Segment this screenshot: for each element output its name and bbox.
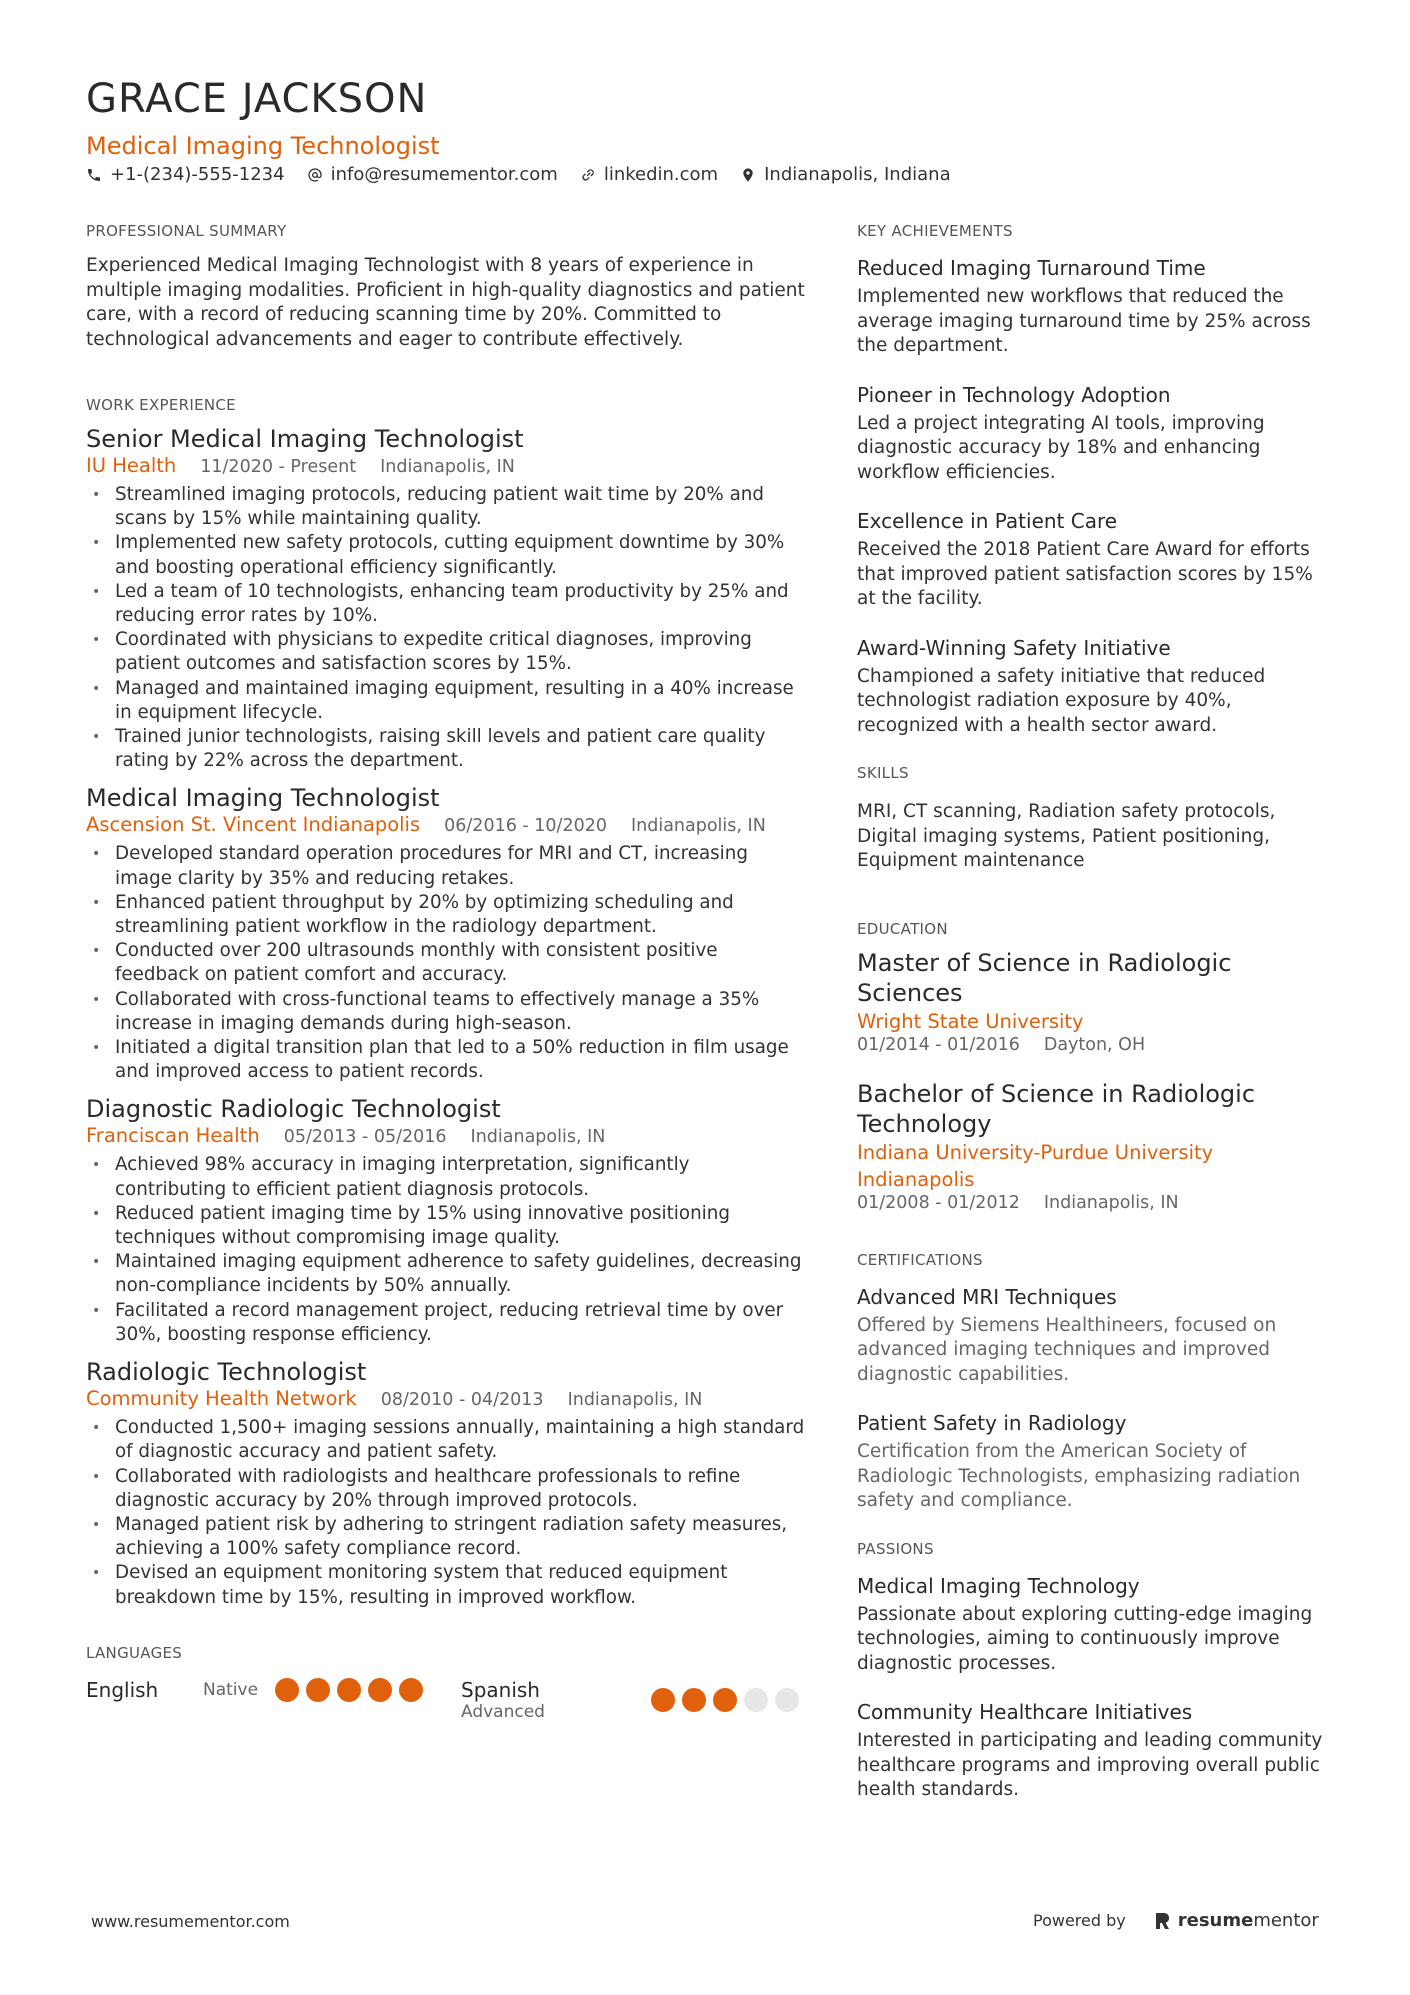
language-rating [275,1678,430,1702]
education-dates: 01/2008 - 01/2012 [857,1192,1020,1213]
job-location: Indianapolis, IN [567,1390,703,1411]
passion-desc: Interested in participating and leading community healthcare programs and improving overall public health standards. [857,1730,1323,1800]
location-pin-icon [740,167,756,183]
rating-dot-filled [651,1688,675,1712]
contact-linkedin[interactable] [580,164,718,185]
achievement-item [857,634,1337,739]
achievement-item [857,507,1337,612]
achievement-desc: Championed a safety initiative that reduced technologist radiation exposure by 40%, recognized with a health sector award. [857,665,1266,736]
certification-item [857,1409,1337,1514]
summary-section [86,222,806,352]
job-bullet: • Led a team of 10 technologists, enhancing team productivity by 25% and reducing error rates by 10%. [86,580,806,628]
job-bullet: • Streamlined imaging protocols, reducing patient wait time by 20% and scans by 15% while maintaining quality. [86,483,806,531]
footer-powered [1033,1910,1319,1931]
job-title: Radiologic Technologist [86,1358,367,1387]
footer-website[interactable]: www.resumementor.com [91,1912,290,1931]
at-icon [307,167,323,183]
powered-by-label: Powered by [1033,1911,1126,1930]
passion-title: Community Healthcare Initiatives [857,1700,1193,1724]
job-bullets [86,483,806,773]
experience-heading: WORK EXPERIENCE [86,396,236,414]
brand-name-rest: mentor [1253,1910,1319,1931]
job-company: Community Health Network [86,1387,357,1411]
brand-logo[interactable] [1154,1910,1319,1931]
education-heading: EDUCATION [857,919,948,938]
job-title: Diagnostic Radiologic Technologist [86,1095,501,1124]
job-meta [86,813,806,838]
certification-title: Advanced MRI Techniques [857,1284,1117,1309]
education-location: Dayton, OH [1043,1034,1146,1055]
job-bullet: • Facilitated a record management project, reducing retrieval time by over 30%, boosting response efficiency. [86,1299,806,1347]
languages-heading: LANGUAGES [86,1643,183,1662]
passion-item [857,1698,1337,1803]
job-bullets [86,1416,806,1610]
achievement-item [857,254,1337,359]
job-meta [86,1387,806,1412]
language-name: Spanish [461,1677,540,1702]
job-location: Indianapolis, IN [380,457,515,477]
job-bullet: • Collaborated with radiologists and healthcare professionals to refine diagnostic accuracy by 20% through improved protocols. [86,1465,806,1513]
achievement-item [857,381,1337,486]
achievement-title: Award-Winning Safety Initiative [857,635,1171,660]
job-bullet: • Enhanced patient throughput by 20% by optimizing scheduling and streamlining patient workflow in the radiology department. [86,891,806,939]
job-company: IU Health [86,454,177,477]
contact-location-text: Indianapolis, Indiana [764,164,951,185]
contact-bar [86,164,973,185]
contact-linkedin-text: linkedin.com [603,164,719,185]
job-entry [86,1357,806,1610]
summary-heading: PROFESSIONAL SUMMARY [86,222,287,240]
candidate-name: GRACE JACKSON [86,76,428,122]
job-dates: 08/2010 - 04/2013 [380,1390,544,1411]
languages-row [86,1678,806,1722]
certification-desc: Offered by Siemens Healthineers, focused on advanced imaging techniques and improved diagnostic capabilities. [857,1314,1277,1385]
education-school: Wright State University [857,1009,1084,1033]
achievement-title: Reduced Imaging Turnaround Time [857,256,1206,280]
brand-name-bold: resume [1177,1910,1254,1931]
rating-dot-filled [682,1688,706,1712]
job-bullet: • Coordinated with physicians to expedite critical diagnoses, improving patient outcomes and satisfaction scores by 15%. [86,628,806,676]
job-bullet: • Developed standard operation procedures for MRI and CT, increasing image clarity by 35% and reducing retakes. [86,842,806,890]
contact-email-text: info@resumementor.com [330,164,558,185]
contact-phone[interactable] [86,164,285,185]
achievement-title: Excellence in Patient Care [857,509,1118,533]
job-bullets [86,1153,806,1347]
education-section [857,920,1337,1213]
job-bullets [86,842,806,1084]
rating-dot-filled [713,1688,737,1712]
job-bullet: • Maintained imaging equipment adherence to safety guidelines, decreasing non-compliance incidents by 50% annually. [86,1250,806,1298]
job-title: Medical Imaging Technologist [86,784,440,813]
rating-dot-filled [306,1678,330,1702]
rating-dot-filled [337,1678,361,1702]
certification-desc: Certification from the American Society of Radiologic Technologists, emphasizing radiation safety and compliance. [857,1441,1301,1511]
contact-email[interactable] [307,164,558,185]
job-company: Franciscan Health [86,1124,260,1148]
language-spanish [461,1678,806,1722]
contact-phone-text: +1-(234)-555-1234 [110,164,285,185]
candidate-role: Medical Imaging Technologist [86,132,440,160]
achievement-desc: Led a project integrating AI tools, improving diagnostic accuracy by 18% and enhancing workflow efficiencies. [857,412,1265,483]
summary-text: Experienced Medical Imaging Technologist with 8 years of experience in multiple imaging modalities. Proficient in high-quality diagnostics and patient care, with a record of reducing scanning time by 20%. Committed to technological advancements and eager to contribute effectively. [86,255,805,350]
language-rating [651,1688,806,1712]
job-entry [86,424,806,773]
rating-dot-filled [399,1678,423,1702]
education-dates: 01/2014 - 01/2016 [857,1034,1020,1055]
skills-text: MRI, CT scanning, Radiation safety protocols, Digital imaging systems, Patient positioning, Equipment maintenance [857,801,1276,871]
education-meta [857,1193,1337,1213]
experience-section [86,396,806,1610]
language-english [86,1678,461,1702]
certification-title: Patient Safety in Radiology [857,1411,1127,1435]
job-location: Indianapolis, IN [630,816,766,837]
education-meta [857,1035,1337,1055]
achievements-section [857,222,1337,738]
job-dates: 06/2016 - 10/2020 [444,816,607,837]
languages-section [86,1644,806,1722]
rating-dot-filled [275,1678,299,1702]
job-title: Senior Medical Imaging Technologist [86,425,524,453]
achievement-desc: Implemented new workflows that reduced the average imaging turnaround time by 25% across the department. [857,286,1311,356]
passion-item [857,1572,1337,1677]
job-bullet: • Collaborated with cross-functional teams to effectively manage a 35% increase in imaging demands during high-season. [86,988,806,1036]
passion-title: Medical Imaging Technology [857,1573,1140,1598]
job-bullet: • Reduced patient imaging time by 15% using innovative positioning techniques without compromising image quality. [86,1202,806,1250]
contact-location [740,164,951,185]
education-item [857,1079,1337,1213]
job-bullet: • Conducted over 200 ultrasounds monthly with consistent positive feedback on patient comfort and accuracy. [86,939,806,987]
achievement-title: Pioneer in Technology Adoption [857,382,1171,407]
job-entry [86,1094,806,1347]
phone-icon [86,167,102,183]
resumementor-logo-icon [1154,1912,1170,1930]
language-level: Native [203,1679,259,1700]
passions-section [857,1540,1337,1803]
certification-item [857,1283,1337,1388]
passion-desc: Passionate about exploring cutting-edge imaging technologies, aiming to continuously improve diagnostic processes. [857,1603,1313,1674]
rating-dot-filled [368,1678,392,1702]
job-dates: 05/2013 - 05/2016 [283,1127,447,1148]
job-bullet: • Managed patient risk by adhering to stringent radiation safety measures, achieving a 100% safety compliance record. [86,1513,806,1561]
job-entry [86,783,806,1084]
language-level: Advanced [461,1701,545,1722]
job-bullet: • Achieved 98% accuracy in imaging interpretation, significantly contributing to efficient patient diagnosis protocols. [86,1153,806,1201]
job-location: Indianapolis, IN [470,1127,606,1148]
education-school: Indiana University-Purdue University Indianapolis [857,1140,1214,1191]
job-bullet: • Implemented new safety protocols, cutting equipment downtime by 30% and boosting operational efficiency significantly. [86,531,806,579]
right-column [857,222,1337,1825]
skills-section [857,764,1337,874]
left-column [86,222,806,1722]
rating-dot-empty [775,1688,799,1712]
education-degree: Bachelor of Science in Radiologic Technology [857,1079,1256,1138]
job-dates: 11/2020 - Present [200,457,357,477]
education-degree: Master of Science in Radiologic Sciences [857,948,1232,1007]
job-bullet: • Managed and maintained imaging equipment, resulting in a 40% increase in equipment lifecycle. [86,677,806,725]
job-meta [86,1124,806,1149]
rating-dot-empty [744,1688,768,1712]
job-bullet: • Conducted 1,500+ imaging sessions annually, maintaining a high standard of diagnostic accuracy and patient safety. [86,1416,806,1464]
passions-heading: PASSIONS [857,1539,934,1558]
education-item [857,948,1337,1055]
link-icon [580,167,596,183]
skills-heading: SKILLS [857,764,909,782]
job-company: Ascension St. Vincent Indianapolis [86,813,421,837]
job-bullet: • Initiated a digital transition plan that led to a 50% reduction in film usage and improved access to patient records. [86,1036,806,1084]
education-location: Indianapolis, IN [1043,1192,1179,1213]
job-bullet: • Trained junior technologists, raising skill levels and patient care quality rating by 22% across the department. [86,725,806,773]
achievement-desc: Received the 2018 Patient Care Award for efforts that improved patient satisfaction scores by 15% at the facility. [857,539,1313,609]
language-name: English [86,1677,159,1702]
job-bullet: • Devised an equipment monitoring system that reduced equipment breakdown time by 15%, resulting in improved workflow. [86,1561,806,1609]
certifications-section [857,1251,1337,1514]
job-meta [86,454,806,479]
certifications-heading: CERTIFICATIONS [857,1250,983,1269]
language-text [461,1678,651,1722]
achievements-heading: KEY ACHIEVEMENTS [857,222,1013,240]
